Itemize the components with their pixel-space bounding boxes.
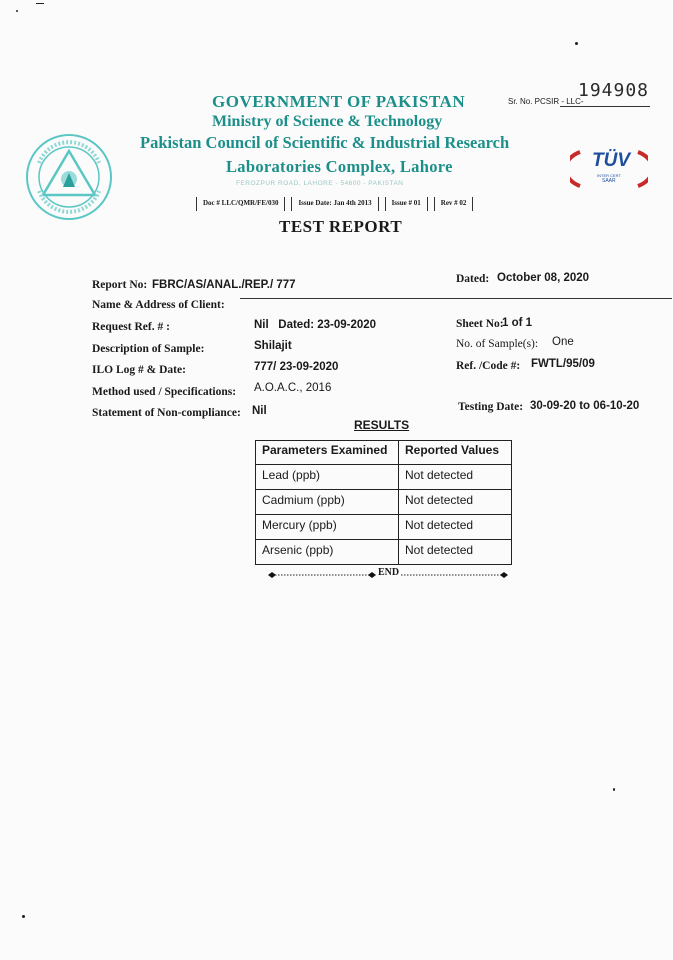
tuv-wordmark: TÜV [592,150,630,171]
testing-date-value: 30-09-20 to 06-10-20 [530,400,640,412]
parameter-cell: Mercury (ppb) [256,515,399,540]
sheet-no-label: Sheet No: [456,318,504,330]
method-label: Method used / Specifications: [92,386,237,398]
ref-code-label: Ref. /Code #: [456,360,521,372]
dated-label: Dated: [456,273,490,285]
noncompliance-label: Statement of Non-compliance: [92,407,241,419]
issue-date: Issue Date: Jan 4th 2013 [291,197,378,211]
tuv-sub-intercert: INTER CERT [597,173,621,178]
serial-underline [560,106,650,107]
ref-code-value: FWTL/95/09 [531,358,595,370]
description-label: Description of Sample: [92,343,205,355]
diamond-icon [368,572,376,578]
testing-date-label: Testing Date: [458,401,524,413]
value-cell: Not detected [399,515,512,540]
council-heading: Pakistan Council of Scientific & Industrial Research [140,133,510,152]
scan-speck [16,10,18,12]
client-underline [240,298,672,299]
table-row [256,465,512,490]
value-cell: Not detected [399,490,512,515]
table-row [256,490,512,515]
table-row [256,515,512,540]
serial-label: Sr. No. PCSIR - LLC- [508,97,584,106]
table-header-row [256,441,512,465]
samples-value: One [552,336,574,348]
request-ref-value: Nil Dated: 23-09-2020 [254,319,377,331]
ilo-log-label: ILO Log # & Date: [92,364,186,376]
noncompliance-value: Nil [252,405,267,417]
issue-number: Issue # 01 [385,197,428,211]
results-table [255,440,512,565]
ilo-log-value: 777/ 23-09-2020 [254,361,339,373]
government-heading: GOVERNMENT OF PAKISTAN [212,92,466,111]
report-no-label: Report No: [92,279,148,291]
dated-value: October 08, 2020 [497,272,590,284]
lab-address: FEROZPUR ROAD, LAHORE - 54600 - PAKISTAN [236,180,404,187]
column-header-value: Reported Values [399,441,512,465]
parameter-cell: Arsenic (ppb) [256,540,399,565]
client-label: Name & Address of Client: [92,299,225,311]
description-value: Shilajit [254,340,292,352]
document-control-strip [196,197,479,211]
sheet-no-value: 1 of 1 [502,317,533,329]
report-no-value: FBRC/AS/ANAL./REP./ 777 [152,279,296,291]
scan-speck [36,3,44,4]
request-ref-label: Request Ref. # : [92,321,170,333]
diamond-icon [500,572,508,578]
scan-speck [613,788,615,791]
end-marker-text: END [378,567,400,578]
value-cell: Not detected [399,540,512,565]
results-heading: RESULTS [354,418,410,432]
value-cell: Not detected [399,465,512,490]
method-value: A.O.A.C., 2016 [254,382,332,394]
complex-heading: Laboratories Complex, Lahore [226,157,453,176]
table-row [256,540,512,565]
tuv-sub-saar: SAAR [602,178,616,184]
serial-number: 194908 [578,80,650,101]
diamond-icon [268,572,276,578]
revision-number: Rev # 02 [434,197,474,211]
column-header-parameter: Parameters Examined [256,441,399,465]
scan-speck [575,42,578,45]
samples-label: No. of Sample(s): [456,338,539,350]
parameter-cell: Lead (ppb) [256,465,399,490]
ministry-heading: Ministry of Science & Technology [212,113,443,130]
scan-speck [22,915,25,918]
doc-number: Doc # LLC/QMR/FE/030 [196,197,285,211]
page-title: TEST REPORT [279,217,403,236]
tuv-certification-logo [570,148,648,190]
parameter-cell: Cadmium (ppb) [256,490,399,515]
pcsir-seal-logo [25,133,113,221]
